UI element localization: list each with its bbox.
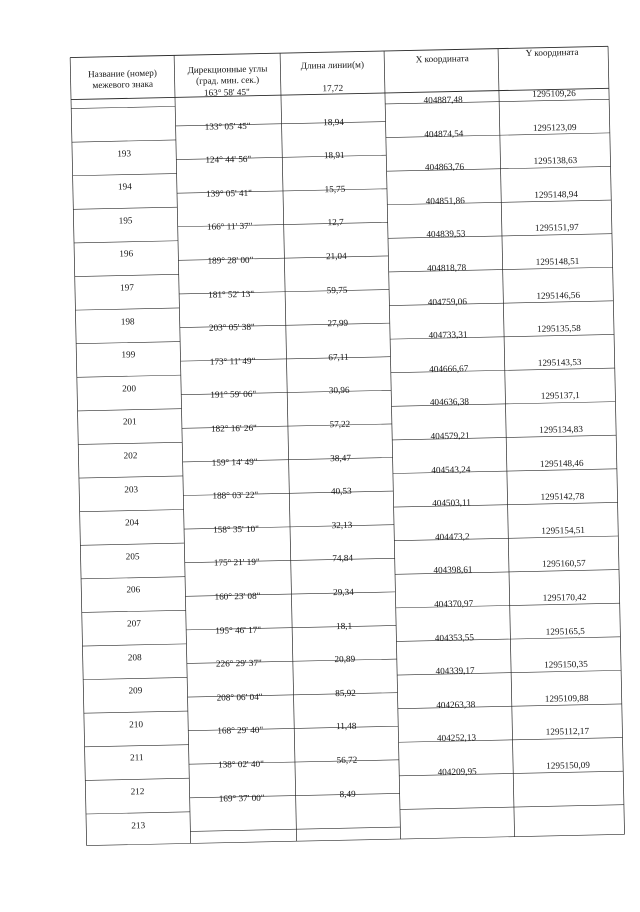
row-divider [71,106,175,108]
row-divider [75,274,179,276]
point-name-cell: 193 [117,147,132,159]
direction-angle-cell: 191° 59' 06" [210,389,257,401]
line-length-cell: 15,75 [324,183,346,195]
header-angle: Дирекционные углы (град. мин. сек.) [187,63,268,86]
direction-angle-cell: 124° 44' 56" [205,153,252,165]
header-x: X координата [415,53,469,65]
x-coordinate-cell: 404370,97 [434,598,474,610]
point-name-cell: 205 [125,551,140,562]
y-coordinate-cell: 1295154,51 [541,524,586,536]
direction-angle-cell: 138° 02' 40" [217,758,264,770]
row-divider [85,778,189,780]
direction-angle-cell: 189° 28' 00" [207,254,254,266]
row-divider [78,409,182,411]
row-divider [74,241,178,243]
column-divider [280,53,297,841]
row-divider [80,509,184,511]
line-length-cell: 11,48 [335,721,357,732]
row-divider [80,543,184,545]
line-length-cell: 56,72 [336,754,358,766]
x-coordinate-cell: 404579,21 [430,430,470,442]
direction-angle-cell: 166° 11' 37" [206,221,253,233]
y-coordinate-cell: 1295135,58 [536,323,581,335]
x-coordinate-cell: 404636,38 [429,396,470,408]
x-coordinate-cell: 404252,13 [436,732,477,744]
y-coordinate-cell: 1295143,53 [537,356,582,368]
direction-angle-cell: 133° 05' 45" [204,120,251,132]
point-name-cell: 198 [120,315,135,327]
point-name-cell: 210 [129,718,144,730]
point-name-cell: 206 [126,584,141,595]
y-coordinate-cell: 1295138,63 [533,155,578,167]
direction-angle-cell: 181° 52' 13" [208,288,255,300]
line-length-cell: 18,91 [323,150,345,161]
x-coordinate-cell: 404666,67 [429,363,469,374]
x-coordinate-cell: 404851,86 [425,195,465,206]
point-name-cell: 211 [129,752,144,763]
point-name-cell: 209 [128,685,143,696]
line-length-cell: 29,34 [332,586,354,598]
direction-angle-cell: 160° 23' 08" [214,590,261,602]
point-name-cell: 196 [119,248,134,259]
x-coordinate-cell: 404839,53 [426,228,466,240]
row-divider [86,812,190,814]
line-length-cell: 85,92 [335,687,356,698]
header-y: Y координата [525,46,579,59]
direction-angle-cell: 226° 29' 37" [215,657,262,669]
line-length-cell: 17,72 [322,82,344,94]
line-length-cell: 40,53 [330,485,352,497]
x-coordinate-cell: 404759,06 [427,295,467,307]
row-divider [82,610,186,612]
point-name-cell: 212 [130,786,145,797]
x-coordinate-cell: 404543,24 [431,463,471,475]
row-divider [79,476,183,478]
point-name-cell: 200 [122,383,137,394]
row-divider [73,174,177,176]
row-divider [85,745,189,747]
y-coordinate-cell: 1295137,1 [540,390,580,402]
row-divider [76,342,180,344]
direction-angle-cell: 168° 29' 40" [217,725,264,737]
point-name-cell: 194 [117,181,132,192]
line-length-cell: 20,89 [334,653,356,665]
direction-angle-cell: 203° 05' 38" [208,321,255,333]
direction-angle-cell: 173° 11' 49" [209,355,256,367]
row-divider [81,577,185,579]
x-coordinate-cell: 404398,61 [433,564,473,576]
point-name-cell: 202 [123,450,138,461]
header-length: Длина линии(м) [300,59,365,71]
direction-angle-cell: 208° 06' 04" [216,691,263,703]
y-coordinate-cell: 1295165,5 [545,625,585,637]
line-length-cell: 32,13 [331,519,353,530]
y-coordinate-cell: 1295148,51 [535,255,580,267]
line-length-cell: 74,84 [332,553,354,564]
y-coordinate-cell: 1295109,26 [532,87,576,99]
line-length-cell: 27,99 [327,317,349,329]
row-divider [82,644,186,646]
y-coordinate-cell: 1295123,09 [532,121,577,133]
line-length-cell: 38,47 [330,452,352,463]
y-coordinate-cell: 1295170,42 [542,591,587,603]
point-name-cell: 195 [118,215,133,226]
y-coordinate-cell: 1295148,94 [534,188,579,200]
line-length-cell: 57,22 [329,418,351,430]
row-divider [77,375,181,377]
point-name-cell: 213 [131,819,146,831]
row-divider [75,308,179,310]
x-coordinate-cell: 404887,48 [423,94,463,106]
x-coordinate-cell: 404503,11 [432,497,472,509]
line-length-cell: 59,75 [326,284,348,295]
line-length-cell: 18,1 [335,620,353,631]
direction-angle-cell: 158° 35' 10" [213,523,260,535]
x-coordinate-cell: 404263,38 [436,699,476,710]
line-length-cell: 12,7 [327,217,344,228]
row-divider [78,442,182,444]
line-length-cell: 21,04 [325,250,347,262]
y-coordinate-cell: 1295151,97 [534,222,579,234]
row-divider [73,207,177,209]
row-divider [84,711,188,713]
direction-angle-cell: 182° 16' 26" [210,422,257,434]
y-coordinate-cell: 1295146,56 [536,289,581,301]
point-name-cell: 203 [124,483,139,495]
direction-angle-cell: 175° 21' 19" [213,557,260,569]
y-coordinate-cell: 1295109,88 [544,692,589,704]
x-coordinate-cell: 404818,78 [426,262,467,274]
direction-angle-cell: 139° 05' 41" [205,187,253,199]
direction-angle-cell: 169° 37' 00" [218,792,265,804]
direction-angle-cell: 188° 03' 22" [212,489,259,501]
direction-angle-cell: 163° 58' 45" [203,86,250,98]
y-coordinate-cell: 1295112,17 [545,726,590,738]
x-coordinate-cell: 404863,76 [424,161,465,173]
point-name-cell: 197 [119,282,134,293]
y-coordinate-cell: 1295134,83 [539,423,583,435]
row-divider [72,140,176,142]
direction-angle-cell: 195° 46' 17" [215,624,262,636]
x-coordinate-cell: 404733,31 [428,329,468,341]
row-divider [190,827,400,831]
line-length-cell: 67,11 [328,351,349,363]
row-divider [83,677,187,679]
line-length-cell: 8,49 [339,788,356,799]
y-coordinate-cell: 1295160,57 [541,558,586,570]
point-name-cell: 204 [124,517,139,528]
x-coordinate-cell: 404473,2 [434,531,470,542]
line-length-cell: 30,96 [328,385,350,396]
x-coordinate-cell: 404209,95 [437,766,477,778]
y-coordinate-cell: 1295142,78 [540,491,585,502]
point-name-cell: 208 [127,651,142,663]
direction-angle-cell: 159° 14' 49" [211,456,258,468]
row-divider [400,805,624,810]
point-name-cell: 199 [121,349,136,360]
y-coordinate-cell: 1295148,46 [539,457,584,469]
line-length-cell: 18,94 [323,116,344,127]
point-name-cell: 207 [127,618,141,629]
point-name-cell: 201 [122,416,137,427]
x-coordinate-cell: 404874,54 [424,127,464,139]
x-coordinate-cell: 404339,17 [435,665,475,677]
y-coordinate-cell: 1295150,35 [544,659,588,670]
x-coordinate-cell: 404353,55 [434,631,474,643]
header-name: Название (номер) межевого знака [87,67,157,91]
table-bottom-border [87,834,625,845]
y-coordinate-cell: 1295150,09 [546,759,590,771]
